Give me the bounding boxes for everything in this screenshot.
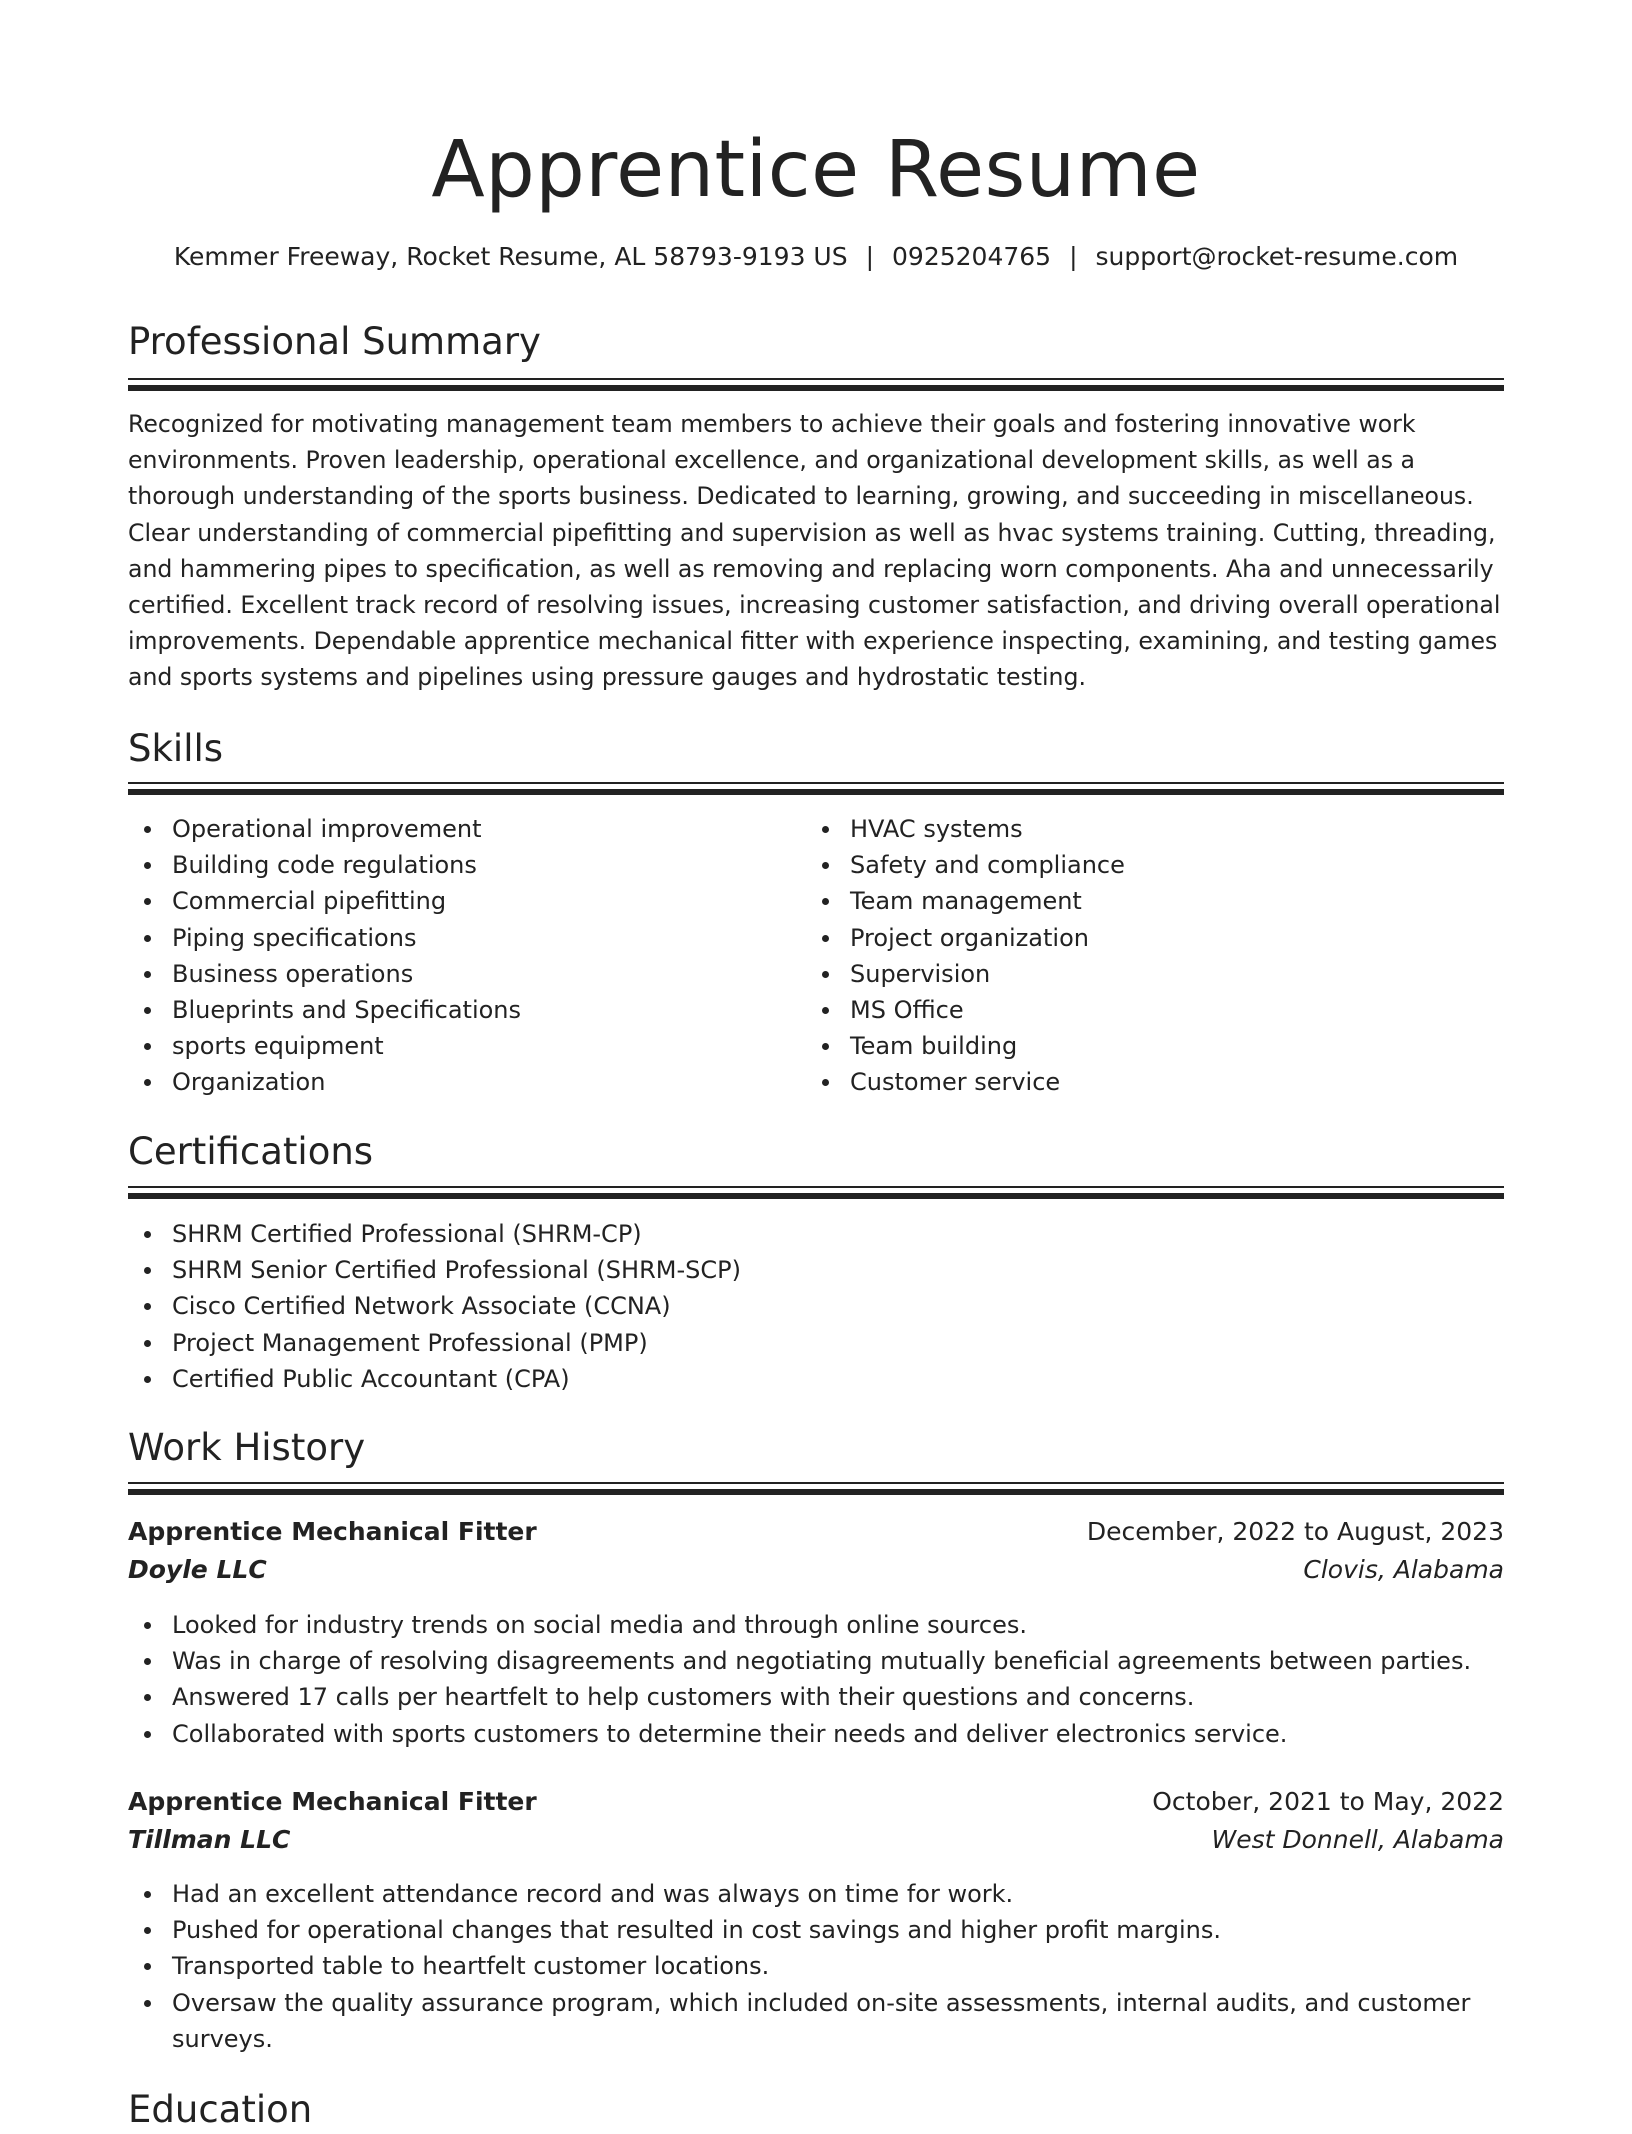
section-heading-skills: Skills	[128, 727, 224, 770]
list-item: MS Office	[806, 992, 1466, 1028]
job-title: Apprentice Mechanical Fitter	[128, 1787, 537, 1816]
contact-separator: |	[1069, 242, 1078, 271]
list-item: Looked for industry trends on social media and through online sources.	[128, 1607, 1504, 1643]
section-rule-thin	[128, 378, 1504, 380]
contact-line	[128, 240, 1504, 274]
list-item: Organization	[128, 1064, 788, 1100]
list-item: HVAC systems	[806, 811, 1466, 847]
list-item: Collaborated with sports customers to determine their needs and deliver electronics service.	[128, 1716, 1504, 1752]
job-company: Tillman LLC	[128, 1825, 291, 1854]
section-heading-certifications: Certifications	[128, 1130, 374, 1173]
list-item: Supervision	[806, 956, 1466, 992]
job-location: Clovis, Alabama	[1303, 1555, 1504, 1584]
contact-address: Kemmer Freeway, Rocket Resume, AL 58793-9193 US	[173, 242, 848, 271]
summary-section-header	[128, 318, 1504, 366]
list-item: SHRM Senior Certified Professional (SHRM-SCP)	[128, 1252, 1504, 1288]
list-item: Answered 17 calls per heartfelt to help customers with their questions and concerns.	[128, 1679, 1504, 1715]
certifications-list	[128, 1216, 1504, 1397]
list-item: SHRM Certified Professional (SHRM-CP)	[128, 1216, 1504, 1252]
job-location: West Donnell, Alabama	[1211, 1825, 1504, 1854]
section-rule-thick	[128, 789, 1504, 795]
job-company: Doyle LLC	[128, 1555, 267, 1584]
list-item: Customer service	[806, 1064, 1466, 1100]
list-item: Cisco Certified Network Associate (CCNA)	[128, 1288, 1504, 1324]
job-dates: December, 2022 to August, 2023	[1086, 1517, 1504, 1546]
section-heading-summary: Professional Summary	[128, 320, 541, 363]
section-heading-education: Education	[128, 2088, 313, 2131]
section-rule-thin	[128, 1482, 1504, 1484]
list-item: Team management	[806, 883, 1466, 919]
list-item: Oversaw the quality assurance program, which included on-site assessments, internal audits, and customer surveys.	[128, 1985, 1504, 2057]
job-dates: October, 2021 to May, 2022	[1152, 1787, 1504, 1816]
summary-text: Recognized for motivating management team members to achieve their goals and fostering innovative work environments. Proven leadership, operational excellence, and organizational development skills, as well as a thorough understanding of the sports business. Dedicated to learning, growing, and succeeding in miscellaneous. Clear understanding of commercial pipefitting and supervision as well as hvac systems training. Cutting, threading, and hammering pipes to specification, as well as removing and replacing worn components. Aha and unnecessarily certified. Excellent track record of resolving issues, increasing customer satisfaction, and driving overall operational improvements. Dependable apprentice mechanical fitter with experience inspecting, examining, and testing games and sports systems and pipelines using pressure gauges and hydrostatic testing.	[128, 410, 1501, 692]
skills-list-left	[128, 811, 788, 1101]
section-rule-thick	[128, 385, 1504, 391]
job-duties-list	[128, 1607, 1504, 1752]
list-item: Transported table to heartfelt customer locations.	[128, 1948, 1504, 1984]
work-history-section-header	[128, 1424, 1504, 1472]
job-duties-list	[128, 1876, 1504, 2057]
section-heading-work-history: Work History	[128, 1426, 366, 1469]
contact-separator: |	[865, 242, 875, 271]
list-item: Project organization	[806, 920, 1466, 956]
contact-email: support@rocket-resume.com	[1095, 242, 1459, 271]
list-item: Safety and compliance	[806, 847, 1466, 883]
list-item: Blueprints and Specifications	[128, 992, 788, 1028]
resume-title: Apprentice Resume	[431, 125, 1201, 215]
list-item: Commercial pipefitting	[128, 883, 788, 919]
job-title: Apprentice Mechanical Fitter	[128, 1517, 537, 1546]
list-item: Project Management Professional (PMP)	[128, 1325, 1504, 1361]
list-item: Piping specifications	[128, 920, 788, 956]
list-item: Team building	[806, 1028, 1466, 1064]
education-section-header	[128, 2086, 1504, 2134]
list-item: Had an excellent attendance record and was always on time for work.	[128, 1876, 1504, 1912]
list-item: Operational improvement	[128, 811, 788, 847]
list-item: Building code regulations	[128, 847, 788, 883]
list-item: Pushed for operational changes that resulted in cost savings and higher profit margins.	[128, 1912, 1504, 1948]
section-rule-thick	[128, 1489, 1504, 1495]
section-rule-thin	[128, 782, 1504, 784]
section-rule-thin	[128, 1186, 1504, 1188]
section-rule-thick	[128, 1193, 1504, 1199]
list-item: Was in charge of resolving disagreements and negotiating mutually beneficial agreements between parties.	[128, 1643, 1504, 1679]
certifications-section-header	[128, 1128, 1504, 1176]
skills-section-header	[128, 725, 1504, 773]
contact-phone: 0925204765	[892, 242, 1052, 271]
list-item: sports equipment	[128, 1028, 788, 1064]
skills-list-right	[806, 811, 1466, 1101]
list-item: Business operations	[128, 956, 788, 992]
list-item: Certified Public Accountant (CPA)	[128, 1361, 1504, 1397]
